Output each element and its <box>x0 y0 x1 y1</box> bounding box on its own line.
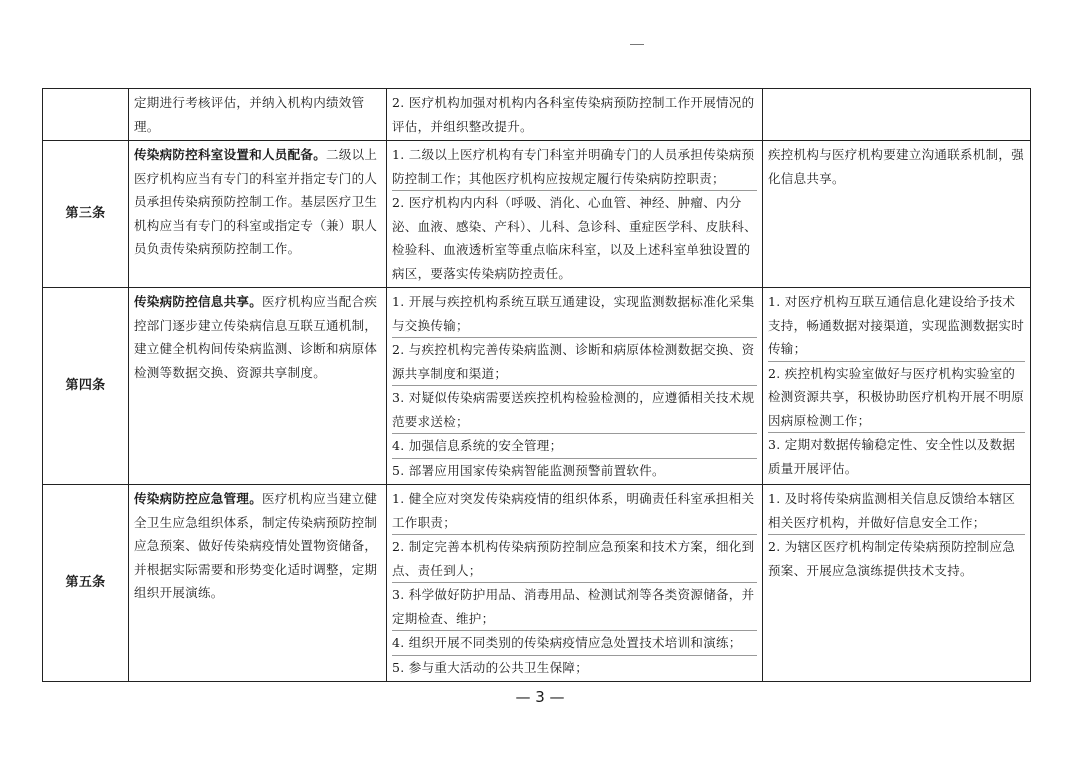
requirement-text: 医疗机构应当配合疾控部门逐步建立传染病信息互联互通机制，建立健全机构间传染病监测、诊断和病原体检测等数据交换、资源共享制度。 <box>134 294 378 380</box>
medical-item: 3. 对疑似传染病需要送疾控机构检验检测的，应遵循相关技术规范要求送检； <box>392 386 757 434</box>
medical-item: 2. 与疾控机构完善传染病监测、诊断和病原体检测数据交换、资源共享制度和渠道； <box>392 338 757 386</box>
requirement-cell <box>129 288 387 485</box>
medical-item: 1. 开展与疾控机构系统互联互通建设，实现监测数据标准化采集与交换传输； <box>392 290 757 338</box>
medical-item: 3. 科学做好防护用品、消毒用品、检测试剂等各类资源储备，并定期检查、维护； <box>392 583 757 631</box>
medical-cell <box>387 141 763 288</box>
requirement-text: 医疗机构应当建立健全卫生应急组织体系，制定传染病预防控制应急预案、做好传染病疫情处置物资储备，并根据实际需要和形势变化适时调整，定期组织开展演练。 <box>134 491 378 600</box>
medical-item: 1. 健全应对突发传染病疫情的组织体系，明确责任科室承担相关工作职责； <box>392 487 757 535</box>
medical-item: 5. 参与重大活动的公共卫生保障； <box>392 659 589 675</box>
requirement-lead: 传染病防控应急管理。 <box>134 491 263 506</box>
requirement-text: 定期进行考核评估，并纳入机构内绩效管理。 <box>134 95 365 134</box>
article-cell: 第四条 <box>43 288 129 485</box>
requirement-lead: 传染病防控信息共享。 <box>134 294 263 309</box>
article-cell: 第五条 <box>43 485 129 682</box>
requirement-text: 二级以上医疗机构应当有专门的科室并指定专门的人员承担传染病预防控制工作。基层医疗卫生机构应当有专门的科室或指定专（兼）职人员负责传染病预防控制工作。 <box>134 147 378 256</box>
article-cell <box>43 89 129 141</box>
cdc-cell <box>763 89 1031 141</box>
requirement-cell <box>129 141 387 288</box>
cdc-cell <box>763 288 1031 485</box>
medical-cell <box>387 288 763 485</box>
cdc-item: 1. 及时将传染病监测相关信息反馈给本辖区相关医疗机构，并做好信息安全工作； <box>768 487 1025 535</box>
cdc-item: 2. 为辖区医疗机构制定传染病预防控制应急预案、开展应急演练提供技术支持。 <box>768 539 1016 578</box>
cdc-cell <box>763 141 1031 288</box>
medical-item: 2. 制定完善本机构传染病预防控制应急预案和技术方案，细化到点、责任到人； <box>392 535 757 583</box>
scan-mark-top <box>630 44 644 45</box>
table-row <box>43 288 1031 485</box>
medical-item: 2. 医疗机构加强对机构内各科室传染病预防控制工作开展情况的评估，并组织整改提升。 <box>392 95 755 134</box>
medical-item: 5. 部署应用国家传染病智能监测预警前置软件。 <box>392 462 665 478</box>
table-row <box>43 89 1031 141</box>
medical-item: 1. 二级以上医疗机构有专门科室并明确专门的人员承担传染病预防控制工作；其他医疗机构应按规定履行传染病防控职责； <box>392 143 757 191</box>
medical-cell <box>387 89 763 141</box>
cdc-item: 2. 疾控机构实验室做好与医疗机构实验室的检测资源共享，积极协助医疗机构开展不明原因病原检测工作； <box>768 362 1025 434</box>
table-row <box>43 485 1031 682</box>
medical-item: 2. 医疗机构内内科（呼吸、消化、心血管、神经、肿瘤、内分泌、血液、感染、产科）、儿科、急诊科、重症医学科、皮肤科、检验科、血液透析室等重点临床科室，以及上述科室单独设置的病区，要落实传染病防控责任。 <box>392 195 757 281</box>
page-number: — 3 — <box>515 688 565 706</box>
medical-cell <box>387 485 763 682</box>
requirement-lead: 传染病防控科室设置和人员配备。 <box>134 147 327 162</box>
medical-item: 4. 加强信息系统的安全管理； <box>392 434 757 459</box>
cdc-item: 疾控机构与医疗机构要建立沟通联系机制，强化信息共享。 <box>768 147 1025 186</box>
requirement-cell <box>129 89 387 141</box>
article-cell: 第三条 <box>43 141 129 288</box>
table-row <box>43 141 1031 288</box>
cdc-item: 3. 定期对数据传输稳定性、安全性以及数据质量开展评估。 <box>768 437 1016 476</box>
medical-item: 4. 组织开展不同类别的传染病疫情应急处置技术培训和演练； <box>392 631 757 656</box>
requirement-cell <box>129 485 387 682</box>
regulation-table <box>42 88 1031 682</box>
cdc-cell <box>763 485 1031 682</box>
cdc-item: 1. 对医疗机构互联互通信息化建设给予技术支持，畅通数据对接渠道，实现监测数据实时传输； <box>768 290 1025 362</box>
